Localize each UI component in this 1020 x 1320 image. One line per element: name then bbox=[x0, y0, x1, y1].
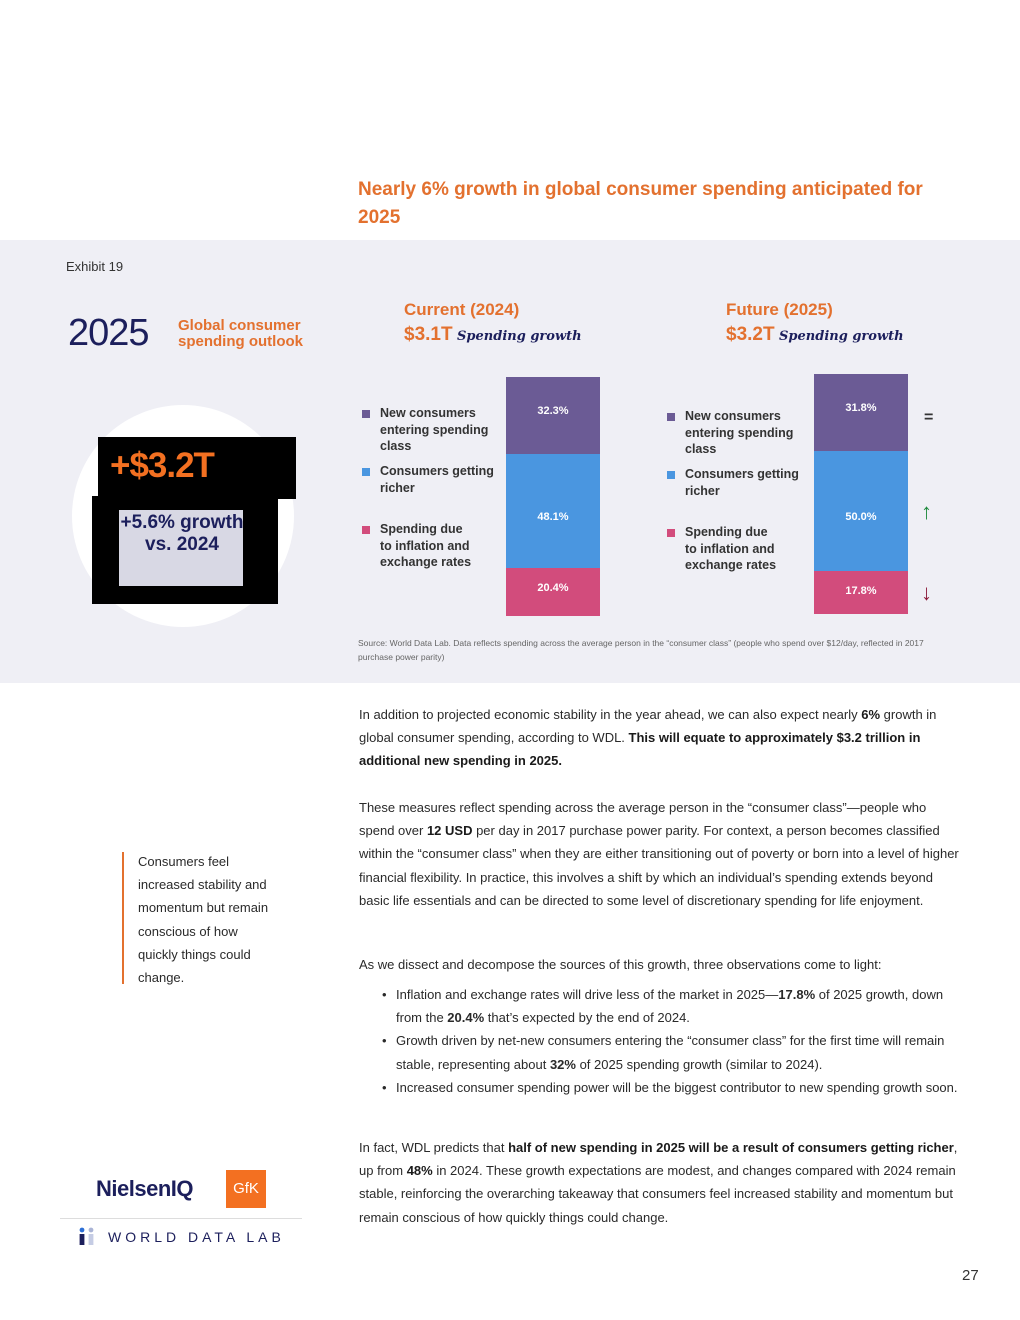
outlook-title: Global consumer spending outlook bbox=[178, 317, 303, 350]
gfk-logo: GfK bbox=[226, 1170, 266, 1208]
list-item: • Inflation and exchange rates will drive less of the market in 2025—17.8% of 2025 growth, down from the 20.4% that’s expected by the end of 2024. bbox=[382, 983, 962, 1029]
paragraph-4: In fact, WDL predicts that half of new spending in 2025 will be a result of consumers getting richer, up from 48% in 2024. These growth expectations are modest, and changes compared with 2024 remain stable, reinforcing the overarching takeaway that consumers feel increased stability and momentum but remain conscious of how quickly things could change. bbox=[359, 1140, 958, 1225]
arrow-up-icon: ↑ bbox=[921, 499, 932, 524]
legend-richer: Consumers getting richer bbox=[380, 464, 494, 495]
future-bar-segment-label-1: 50.0% bbox=[845, 511, 877, 523]
current-bar-segment-1 bbox=[506, 454, 600, 568]
future-value-row bbox=[726, 324, 904, 346]
future-bar-segment-0 bbox=[814, 374, 908, 451]
current-title: Current (2024) bbox=[404, 300, 520, 319]
outlook-year: 2025 bbox=[68, 312, 149, 354]
equal-icon: = bbox=[924, 409, 934, 426]
paragraph-1: In addition to projected economic stability in the year ahead, we can also expect nearly 6% growth in global consumer spending, according to WDL. This will equate to approximately $3.2 trillion in additional new spending in 2025. bbox=[359, 707, 937, 769]
legend-swatch-new-2025 bbox=[667, 413, 675, 421]
wdl-person-icon bbox=[76, 1226, 98, 1253]
exhibit-label: Exhibit 19 bbox=[66, 259, 124, 274]
legend-new-consumers: New consumers entering spending class bbox=[380, 406, 489, 453]
list-item: • Increased consumer spending power will be the biggest contributor to new spending growth soon. bbox=[382, 1076, 962, 1099]
headline-value: +$3.2T bbox=[110, 446, 214, 485]
stacked-bar-current bbox=[506, 377, 600, 616]
list-item: • Growth driven by net-new consumers entering the “consumer class” for the first time will remain stable, representing about 32% of 2025 spending growth (similar to 2024). bbox=[382, 1029, 962, 1075]
current-bar-segment-label-1: 48.1% bbox=[537, 511, 569, 523]
nielseniq-logo: NielsenIQ bbox=[96, 1176, 193, 1201]
legend-swatch-inflation-2025 bbox=[667, 529, 675, 537]
source-note: Source: World Data Lab. Data reflects spending across the average person in the “consumer class” (people who spend over $12/day, reflected in 2017 purchase power parity) bbox=[358, 638, 924, 662]
current-bar-segment-label-2: 20.4% bbox=[537, 582, 569, 594]
future-total: $3.2T bbox=[726, 324, 775, 345]
current-total: $3.1T bbox=[404, 324, 453, 345]
current-bar-segment-2 bbox=[506, 568, 600, 616]
future-bar-segment-label-2: 17.8% bbox=[845, 585, 877, 597]
arrow-down-icon: ↓ bbox=[921, 580, 932, 605]
legend-inflation: Spending due to inflation and exchange rates bbox=[380, 522, 472, 569]
future-subtitle: Spending growth bbox=[779, 329, 904, 344]
current-bar-segment-label-0: 32.3% bbox=[537, 405, 569, 417]
pull-quote-bar bbox=[122, 852, 124, 984]
future-bar-segment-label-0: 31.8% bbox=[845, 402, 877, 414]
legend-swatch-richer bbox=[362, 468, 370, 476]
pull-quote: Consumers feel increased stability and momentum but remain conscious of how quickly things could change. bbox=[138, 854, 269, 986]
logo-divider bbox=[60, 1218, 302, 1219]
page-heading: Nearly 6% growth in global consumer spending anticipated for 2025 bbox=[358, 179, 923, 228]
legend-swatch-inflation bbox=[362, 526, 370, 534]
growth-note: +5.6% growth vs. 2024 bbox=[120, 512, 244, 555]
paragraph-2: These measures reflect spending across the average person in the “consumer class”—people who spend over 12 USD per day in 2017 purchase power parity. For context, a person becomes classified within the “consumer class” when they are either transitioning out of poverty or born into a level of higher financial flexibility. In practice, this involves a shift by which an individual’s spending extends beyond basic life essentials and can be directed to some level of discretionary spending for life enjoyment. bbox=[359, 800, 959, 908]
stacked-bar-future bbox=[814, 374, 908, 614]
page-number: 27 bbox=[962, 1267, 979, 1284]
future-bar-segment-1 bbox=[814, 451, 908, 571]
future-title: Future (2025) bbox=[726, 300, 833, 319]
observations-list bbox=[382, 983, 962, 1099]
legend-new-consumers-2025: New consumers entering spending class bbox=[685, 409, 794, 456]
current-subtitle: Spending growth bbox=[457, 329, 582, 344]
legend-richer-2025: Consumers getting richer bbox=[685, 467, 799, 498]
current-value-row bbox=[404, 324, 582, 346]
paragraph-3: As we dissect and decompose the sources of this growth, three observations come to light: bbox=[359, 957, 882, 972]
legend-swatch-new bbox=[362, 410, 370, 418]
current-bar-segment-0 bbox=[506, 377, 600, 454]
legend-inflation-2025: Spending due to inflation and exchange rates bbox=[685, 525, 777, 572]
future-bar-segment-2 bbox=[814, 571, 908, 614]
legend-swatch-richer-2025 bbox=[667, 471, 675, 479]
world-data-lab-logo: WORLD DATA LAB bbox=[108, 1229, 285, 1245]
